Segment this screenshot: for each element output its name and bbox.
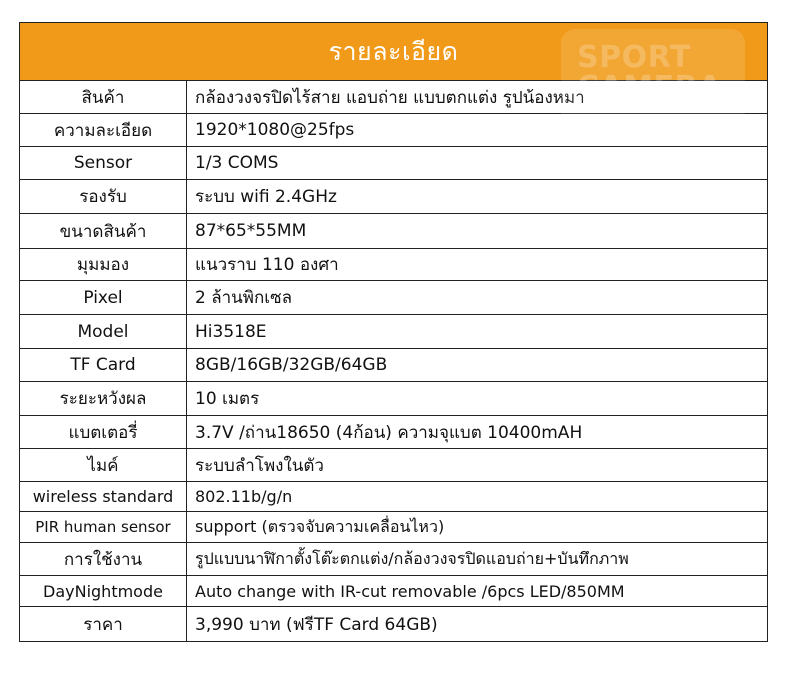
- spec-table: [19, 22, 768, 642]
- table-row: [20, 214, 768, 249]
- table-row: [20, 249, 768, 281]
- table-row: [20, 315, 768, 349]
- table-row: [20, 512, 768, 543]
- row-value: Auto change with IR-cut removable /6pcs LED/850MM: [187, 576, 768, 607]
- table-row: [20, 382, 768, 416]
- row-value: 1/3 COMS: [187, 147, 768, 180]
- row-label: ไมค์: [20, 449, 187, 482]
- row-label: ขนาดสินค้า: [20, 214, 187, 249]
- table-row: [20, 543, 768, 576]
- row-value: Hi3518E: [187, 315, 768, 349]
- watermark-line-2: CAMERA: [577, 70, 722, 105]
- row-value: 87*65*55MM: [187, 214, 768, 249]
- row-label: ความละเอียด: [20, 114, 187, 147]
- row-label: Pixel: [20, 281, 187, 315]
- page-title: รายละเอียด: [328, 36, 459, 66]
- row-label: TF Card: [20, 349, 187, 382]
- row-value: รูปแบบนาฬิกาตั้งโต๊ะตกแต่ง/กล้องวงจรปิดแอบถ่าย+บันทึกภาพ: [187, 543, 768, 576]
- table-row: [20, 180, 768, 214]
- row-value: 1920*1080@25fps: [187, 114, 768, 147]
- row-label: รองรับ: [20, 180, 187, 214]
- row-label: PIR human sensor: [20, 512, 187, 543]
- table-row: [20, 349, 768, 382]
- sport-camera-watermark: [561, 29, 745, 137]
- row-label: DayNightmode: [20, 576, 187, 607]
- row-value: 3.7V /ถ่าน18650 (4ก้อน) ความจุแบต 10400mAH: [187, 416, 768, 449]
- table-row: [20, 482, 768, 512]
- row-label: การใช้งาน: [20, 543, 187, 576]
- row-value: 8GB/16GB/32GB/64GB: [187, 349, 768, 382]
- row-value: 2 ล้านพิกเซล: [187, 281, 768, 315]
- row-value: ระบบ wifi 2.4GHz: [187, 180, 768, 214]
- header-row: [20, 23, 768, 81]
- row-label: สินค้า: [20, 81, 187, 114]
- table-row: [20, 576, 768, 607]
- row-value: support (ตรวจจับความเคลื่อนไหว): [187, 512, 768, 543]
- row-label: Sensor: [20, 147, 187, 180]
- table-row: [20, 449, 768, 482]
- table-row: [20, 416, 768, 449]
- row-label: ราคา: [20, 607, 187, 642]
- row-label: ระยะหวังผล: [20, 382, 187, 416]
- table-row: [20, 281, 768, 315]
- row-value: แนวราบ 110 องศา: [187, 249, 768, 281]
- row-value: 3,990 บาท (ฟรีTF Card 64GB): [187, 607, 768, 642]
- row-label: แบตเตอรี่: [20, 416, 187, 449]
- row-value: ระบบลำโพงในตัว: [187, 449, 768, 482]
- row-label: wireless standard: [20, 482, 187, 512]
- row-label: มุมมอง: [20, 249, 187, 281]
- row-value: กล้องวงจรปิดไร้สาย แอบถ่าย แบบตกแต่ง รูปน้องหมา: [187, 81, 768, 114]
- row-value: 802.11b/g/n: [187, 482, 768, 512]
- row-value: 10 เมตร: [187, 382, 768, 416]
- watermark-line-1: SPORT: [577, 40, 691, 75]
- row-label: Model: [20, 315, 187, 349]
- table-row: [20, 607, 768, 642]
- table-row: [20, 147, 768, 180]
